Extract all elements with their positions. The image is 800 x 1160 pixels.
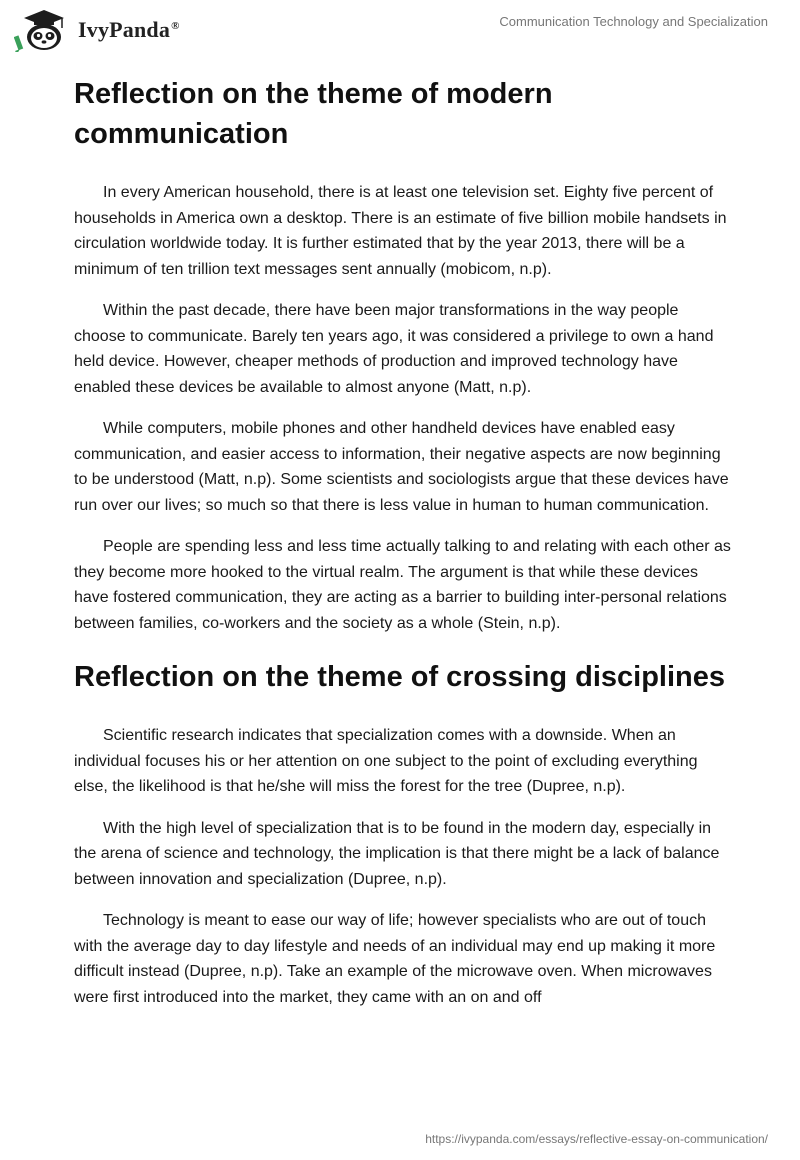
section-heading: Reflection on the theme of modern communication: [74, 78, 553, 150]
section-heading: Reflection on the theme of crossing disciplines: [74, 661, 725, 693]
paragraph: With the high level of specialization that is to be found in the modern day, especially in the arena of science and technology, the implication is that there might be a lack of balance between innovation and specialization (Dupree, n.p).: [74, 819, 720, 888]
section-modern-communication: [74, 74, 734, 636]
paragraph: People are spending less and less time actually talking to and relating with each other as they become more hooked to the virtual realm. The argument is that while these devices have fostered communication, they are acting as a barrier to building inter-personal relations between families, co-workers and the society as a whole (Stein, n.p).: [74, 538, 731, 632]
paragraph: Within the past decade, there have been major transformations in the way people choose to communicate. Barely ten years ago, it was considered a privilege to own a hand held device. However, cheaper methods of production and improved technology have enabled these devices be available to almost anyone (Matt, n.p).: [74, 302, 714, 396]
essay-content: [74, 74, 734, 1026]
source-url[interactable]: https://ivypanda.com/essays/reflective-essay-on-communication/: [425, 1132, 768, 1146]
section-crossing-disciplines: [74, 657, 734, 1010]
ivypanda-logo[interactable]: [14, 8, 180, 52]
document-title: Communication Technology and Specialization: [499, 14, 768, 29]
paragraph: In every American household, there is at least one television set. Eighty five percent of households in America own a desktop. There is an estimate of five billion mobile handsets in circulation worldwide today. It is further estimated that by the year 2013, there will be a minimum of ten trillion text messages sent annually (mobicom, n.p).: [74, 184, 727, 278]
paragraph: Technology is meant to ease our way of life; however specialists who are out of touch with the average day to day lifestyle and needs of an individual may end up making it more difficult instead (Dupree, n.p). Take an example of the microwave oven. When microwaves were first introduced into the market, they came with an on and off: [74, 912, 716, 1006]
paragraph: Scientific research indicates that specialization comes with a downside. When an individual focuses his or her attention on one subject to the point of excluding everything else, the likelihood is that he/she will miss the forest for the tree (Dupree, n.p).: [74, 727, 698, 795]
logo-wordmark: IvyPanda®: [78, 17, 180, 42]
page-header: [0, 0, 800, 60]
paragraph: While computers, mobile phones and other handheld devices have enabled easy communication, and easier access to information, their negative aspects are now beginning to be understood (Matt, n.p). Some scientists and sociologists argue that these devices have run over our lives; so much so that there is less value in human to human communication.: [74, 420, 729, 514]
panda-graduate-icon: [14, 8, 72, 52]
